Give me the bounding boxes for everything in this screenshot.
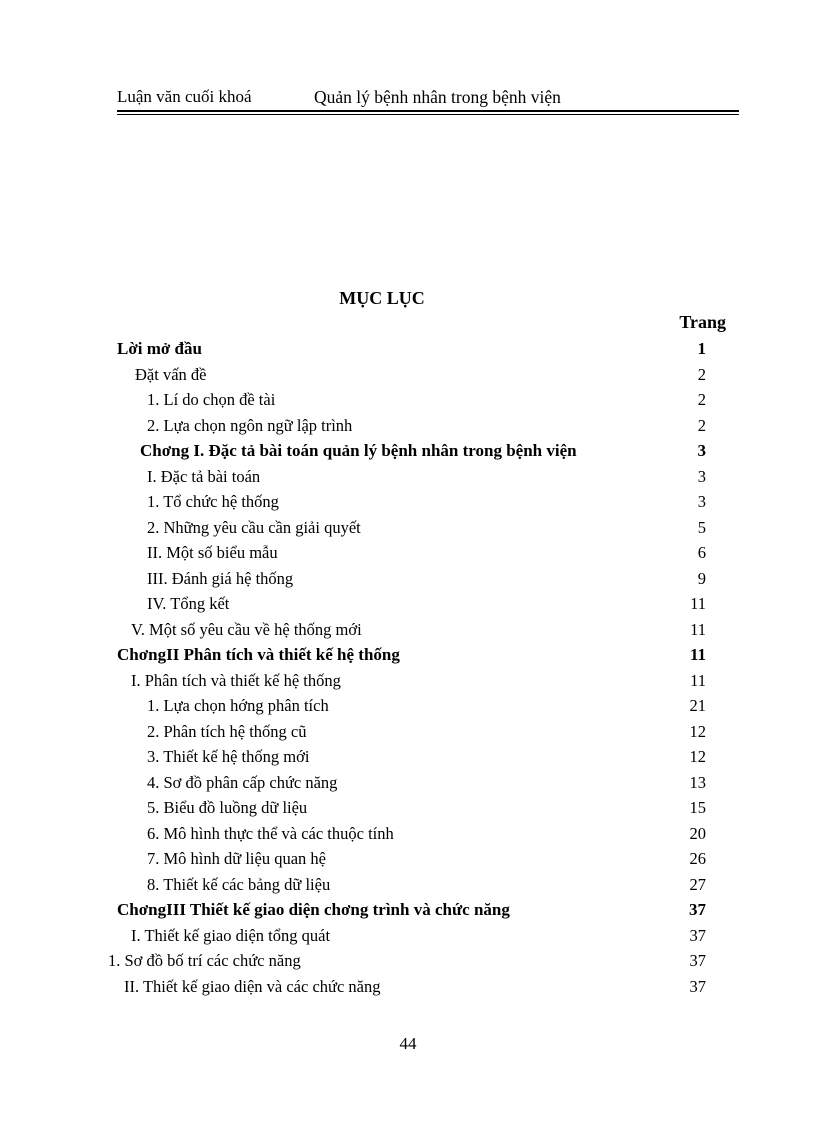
toc-entry-page: 9	[697, 568, 706, 588]
toc-entry-label: 1. Lựa chọn hớng phân tích	[147, 696, 329, 715]
toc-entry-label: II. Một số biểu mẫu	[147, 543, 278, 562]
toc-entry-label: Lời mở đầu	[117, 339, 202, 358]
toc-entry-page: 6	[697, 543, 706, 562]
toc-entry-page: 27	[689, 874, 706, 894]
toc-title: MỤC LỤC	[339, 288, 425, 308]
header-rule-thin	[117, 114, 739, 115]
toc-entry-label: 1. Tổ chức hệ thống	[147, 492, 279, 511]
toc-entry-label: 1. Sơ đồ bố trí các chức năng	[108, 951, 301, 970]
toc-entry	[0, 362, 816, 388]
toc-entry-label: Chơng I. Đặc tả bài toán quản lý bệnh nhân trong bệnh viện	[140, 441, 577, 460]
toc-entry-label: 6. Mô hình thực thể và các thuộc tính	[147, 823, 394, 843]
header-thesis-label: Luận văn cuối khoá	[117, 87, 252, 106]
toc-entry	[0, 974, 816, 1000]
toc-entry-page: 2	[697, 364, 706, 384]
toc-entry-label: IV. Tổng kết	[147, 594, 230, 613]
toc-entry-page: 3	[697, 492, 706, 511]
toc-entry-label: 2. Phân tích hệ thống cũ	[147, 721, 307, 741]
page-number: 44	[399, 1034, 417, 1053]
toc-entry	[0, 744, 816, 770]
toc-entry	[0, 413, 816, 439]
toc-entry	[0, 617, 816, 643]
toc-entry	[0, 464, 816, 490]
toc-entry	[0, 540, 816, 566]
toc-entry-page: 37	[689, 900, 706, 919]
toc-entry	[0, 438, 816, 464]
toc-entry-label: 1. Lí do chọn đề tài	[147, 390, 276, 409]
toc-entry-label: I. Phân tích và thiết kế hệ thống	[131, 670, 341, 690]
toc-entry-label: 4. Sơ đồ phân cấp chức năng	[147, 772, 338, 792]
toc-entry-page: 37	[689, 951, 706, 970]
toc-entry-page: 26	[689, 849, 706, 868]
toc-entry-label: 7. Mô hình dữ liệu quan hệ	[147, 849, 326, 868]
toc-entry-page: 2	[697, 415, 706, 435]
toc-entry	[0, 923, 816, 949]
toc-entry	[0, 387, 816, 413]
toc-entry-label: 5. Biểu đồ luồng dữ liệu	[147, 798, 308, 817]
toc-entry-label: 2. Lựa chọn ngôn ngữ lập trình	[147, 415, 353, 435]
toc-entry	[0, 770, 816, 796]
toc-entry-label: 3. Thiết kế hệ thống mới	[147, 747, 310, 766]
running-header	[117, 87, 739, 109]
toc-entry-page: 3	[697, 466, 706, 486]
toc-entry	[0, 719, 816, 745]
toc-page-column-header: Trang	[679, 312, 726, 332]
toc-entry-label: I. Thiết kế giao diện tổng quát	[131, 925, 331, 945]
toc-entry-page: 21	[689, 696, 706, 715]
toc-entry-label: 2. Những yêu cầu cần giải quyết	[147, 517, 361, 537]
toc-entry-label: I. Đặc tả bài toán	[147, 466, 261, 486]
toc-entry-label: 8. Thiết kế các bảng dữ liệu	[147, 874, 331, 894]
toc-entry	[0, 948, 816, 974]
header-rule-thick	[117, 110, 739, 112]
toc-entry-page: 11	[689, 645, 706, 664]
toc-entry	[0, 821, 816, 847]
toc-entry-label: II. Thiết kế giao diện và các chức năng	[124, 976, 381, 996]
toc-entry-label: ChơngII Phân tích và thiết kế hệ thống	[117, 645, 400, 664]
toc-entry-label: ChơngIII Thiết kế giao diện chơng trình và chức năng	[117, 900, 510, 919]
toc-entry-page: 37	[689, 925, 706, 945]
header-thesis-title: Quản lý bệnh nhân trong bệnh viện	[314, 87, 561, 107]
toc-entry-page: 5	[697, 517, 706, 537]
toc-entry-page: 15	[689, 798, 706, 817]
toc-entry	[0, 872, 816, 898]
toc-entry	[0, 336, 816, 362]
toc-entry-page: 11	[690, 670, 706, 690]
toc-entry-page: 20	[689, 823, 706, 843]
toc-entry	[0, 897, 816, 923]
toc-entry	[0, 846, 816, 872]
toc-entry-page: 12	[689, 747, 706, 766]
toc-entry	[0, 642, 816, 668]
toc-entry-list	[0, 336, 816, 999]
toc-entry-page: 11	[690, 619, 706, 639]
toc-entry-label: V. Một số yêu cầu về hệ thống mới	[131, 619, 362, 639]
toc-entry	[0, 795, 816, 821]
toc-entry	[0, 515, 816, 541]
toc-entry	[0, 489, 816, 515]
toc-entry	[0, 591, 816, 617]
toc-entry-label: Đặt vấn đề	[135, 364, 207, 384]
toc-entry-page: 37	[689, 976, 706, 996]
toc-entry-page: 2	[697, 390, 706, 409]
toc-entry	[0, 566, 816, 592]
toc-entry-page: 13	[689, 772, 706, 792]
toc-entry	[0, 668, 816, 694]
toc-entry-label: III. Đánh giá hệ thống	[147, 568, 294, 588]
toc-entry-page: 1	[697, 339, 706, 358]
toc-entry	[0, 693, 816, 719]
toc-entry-page: 12	[689, 721, 706, 741]
toc-entry-page: 3	[697, 441, 706, 460]
toc-entry-page: 11	[690, 594, 706, 613]
